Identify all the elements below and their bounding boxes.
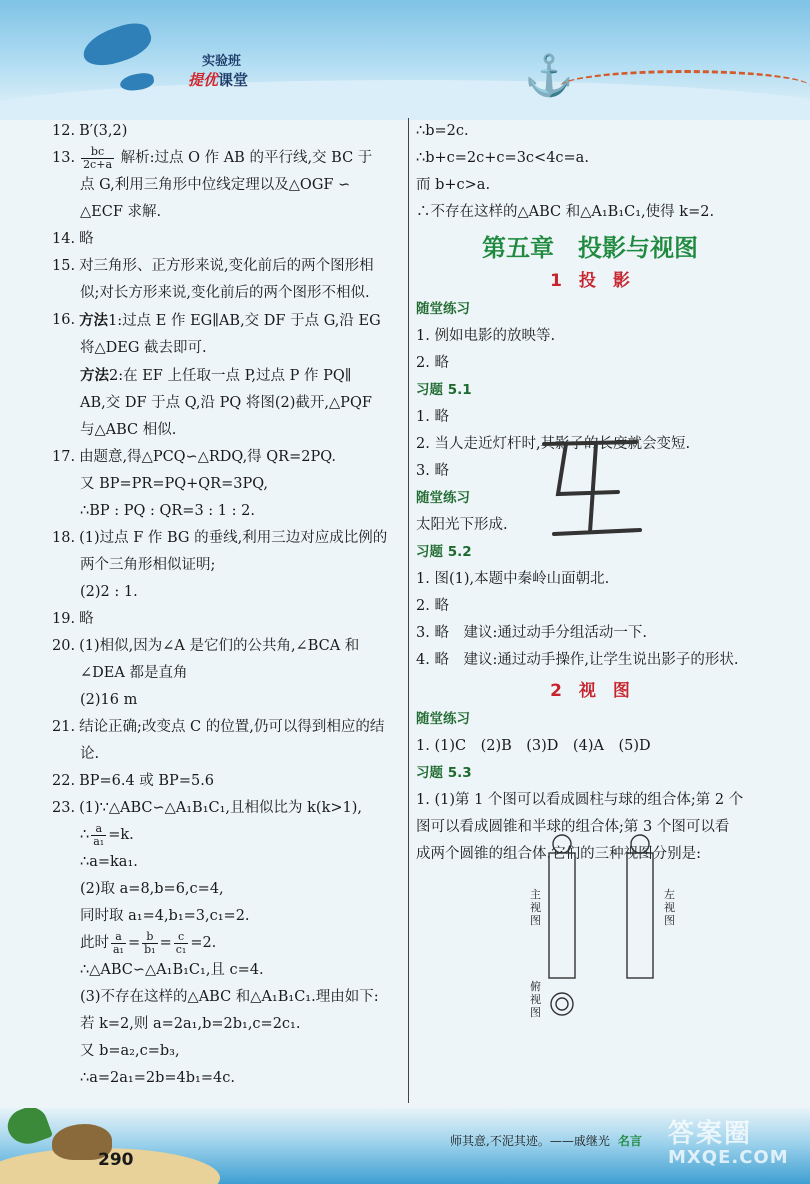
practice-label: 随堂练习	[416, 301, 470, 317]
practice-label-2: 随堂练习	[416, 490, 470, 506]
fraction	[91, 823, 106, 848]
fraction	[174, 931, 189, 956]
practice-item: 2. 略	[416, 355, 449, 371]
answer-text: (1)∵△ABC∽△A₁B₁C₁,且相似比为 k(k>1),	[79, 800, 363, 816]
section-1-title: 1 投 影	[550, 271, 630, 291]
answer-continuation: 又 b=a₂,c=b₃,	[80, 1043, 180, 1059]
watermark-text-1: 答案圈	[668, 1119, 753, 1149]
answer-text: (1)过点 F 作 BG 的垂线,利用三边对应成比例的	[79, 530, 388, 546]
answer-number: 12.	[52, 123, 76, 139]
site-watermark	[668, 1120, 789, 1168]
answer-line	[52, 768, 404, 795]
brand-logo	[188, 50, 248, 90]
answer-continuation: ∴ $\frac{a}{\text{a₁}}$ =k.	[80, 821, 134, 848]
top-view-label: 俯视图	[530, 980, 541, 1019]
exercise-item: 成两个圆锥的组合体.它们的三种视图分别是:	[416, 846, 701, 862]
answer-continuation: (2)2 : 1.	[80, 584, 138, 600]
exercise-item: 3. 略	[416, 463, 449, 479]
brand-a: 提优	[188, 71, 219, 89]
fraction-numerator: c	[174, 931, 189, 944]
fraction-numerator: bc	[81, 146, 114, 159]
answer-number: 14.	[52, 231, 76, 247]
fraction-denominator: a₁	[113, 942, 124, 956]
fraction-numerator: b	[142, 931, 157, 944]
fraction-denominator: a₁	[93, 834, 105, 848]
method-label: 方法	[79, 312, 109, 329]
answer-text: (1)相似,因为∠A 是它们的公共角,∠BCA 和	[79, 638, 360, 654]
answer-line	[52, 633, 404, 660]
answer-line: 而 b+c>a.	[416, 177, 491, 193]
answer-number: 19.	[52, 611, 76, 627]
anchor-icon: ⚓	[524, 53, 574, 99]
answer-continuation: 似;对长方形来说,变化前后的两个图形不相似.	[80, 285, 370, 301]
answer-continuation: (3)不存在这样的△ABC 和△A₁B₁C₁.理由如下:	[80, 989, 379, 1005]
exercise-item: 1. 略	[416, 409, 449, 425]
exercise-item: 图可以看成圆锥和半球的组合体;第 3 个图可以看	[416, 819, 730, 835]
brand-top: 实验班	[202, 54, 242, 69]
palm-tree-icon	[3, 1108, 53, 1150]
answer-text: BP=6.4 或 BP=5.6	[79, 773, 215, 789]
front-view-label: 主视图	[530, 888, 541, 927]
answer-continuation: 两个三角形相似证明;	[80, 557, 216, 573]
answer-text: B′(3,2)	[79, 123, 128, 139]
answer-continuation: 方法2:在 EF 上任取一点 P,过点 P 作 PQ∥	[80, 367, 352, 384]
practice-items-3	[416, 733, 764, 760]
right-top-lines	[416, 118, 764, 226]
practice-item: 1. 例如电影的放映等.	[416, 328, 556, 344]
answer-continuation: 点 G,利用三角形中位线定理以及△OGF ∽	[80, 177, 351, 193]
method-label: 方法	[80, 367, 109, 384]
answer-continuation: 论.	[80, 746, 100, 762]
answer-continuation: ∴△ABC∽△A₁B₁C₁,且 c=4.	[80, 962, 264, 978]
answer-number: 13.	[52, 150, 76, 166]
answer-line	[52, 226, 404, 253]
brand-b: 课堂	[218, 71, 249, 89]
exercise-5-2-items	[416, 566, 764, 674]
dolphin-icon	[78, 18, 155, 72]
rope-decoration	[560, 70, 810, 103]
answer-continuation: ∴BP : PQ : QR=3 : 1 : 2.	[80, 503, 255, 519]
answer-text: 略	[79, 231, 94, 247]
exercise-item: 2. 当人走近灯杆时,其影子的长度就会变短.	[416, 436, 691, 452]
answer-continuation: ∠DEA 都是直角	[80, 665, 188, 681]
answer-text: $\frac{bc}{2c+a}$ 解析:过点 O 作 AB 的平行线,交 BC 于	[83, 144, 373, 171]
answer-continuation: 又 BP=PR=PQ+QR=3PQ,	[80, 476, 268, 492]
answer-continuation: ∴a=2a₁=2b=4b₁=4c.	[80, 1070, 235, 1086]
answer-continuation: (2)取 a=8,b=6,c=4,	[80, 881, 224, 897]
exercise-5-1-label: 习题 5.1	[416, 382, 472, 398]
fraction	[111, 931, 126, 956]
answer-line: ∴不存在这样的△ABC 和△A₁B₁C₁,使得 k=2.	[416, 204, 715, 220]
practice-item: 太阳光下形成.	[416, 517, 508, 533]
answer-continuation: (2)16 m	[80, 692, 138, 708]
exercise-item: 4. 略 建议:通过动手操作,让学生说出影子的形状.	[416, 652, 739, 668]
quote-tag: 名言	[617, 1134, 642, 1148]
fraction-denominator: b₁	[144, 942, 156, 956]
answer-text: 由题意,得△PCQ∽△RDQ,得 QR=2PQ.	[79, 449, 336, 465]
exercise-item: 1. 图(1),本题中秦岭山面朝北.	[416, 571, 610, 587]
page-header	[0, 0, 810, 120]
answer-number: 15.	[52, 258, 76, 274]
three-views-diagram	[520, 832, 700, 1032]
answer-number: 22.	[52, 773, 76, 789]
left-column	[52, 118, 404, 1092]
answer-line: ∴b=2c.	[416, 123, 469, 139]
answer-line	[52, 145, 404, 172]
answer-number: 20.	[52, 638, 76, 654]
answer-continuation: AB,交 DF 于点 Q,沿 PQ 将图(2)截开,△PQF	[80, 395, 372, 411]
section-2-title: 2 视 图	[550, 681, 630, 701]
exercise-item: 1. (1)第 1 个图可以看成圆柱与球的组合体;第 2 个	[416, 792, 744, 808]
answer-number: 18.	[52, 530, 76, 546]
column-divider	[408, 118, 409, 1103]
answer-text: 对三角形、正方形来说,变化前后的两个图形相	[79, 258, 374, 274]
practice-item: 1. (1)C (2)B (3)D (4)A (5)D	[416, 738, 651, 754]
answer-number: 16.	[52, 312, 76, 328]
answer-text: 略	[79, 611, 94, 627]
answer-continuation: △ECF 求解.	[80, 204, 162, 220]
answer-line	[52, 606, 404, 633]
fraction-numerator: a	[91, 823, 106, 836]
exercise-5-3-label: 习题 5.3	[416, 765, 472, 781]
answer-number: 21.	[52, 719, 76, 735]
answer-line	[52, 307, 404, 335]
quote-text: 师其意,不泥其迹。——戚继光	[450, 1134, 610, 1148]
answer-continuation: 与△ABC 相似.	[80, 422, 177, 438]
fraction-numerator: a	[111, 931, 126, 944]
answer-continuation: ∴a=ka₁.	[80, 854, 138, 870]
answer-continuation: 同时取 a₁=4,b₁=3,c₁=2.	[80, 908, 250, 924]
fraction-denominator: 2c+a	[83, 157, 112, 171]
exercise-item: 3. 略 建议:通过动手分组活动一下.	[416, 625, 647, 641]
fraction	[142, 931, 157, 956]
answer-line	[52, 795, 404, 822]
answer-number: 23.	[52, 800, 76, 816]
answer-line	[52, 525, 404, 552]
chapter-title: 第五章 投影与视图	[482, 234, 698, 262]
practice-items	[416, 323, 764, 377]
fraction-denominator: c₁	[175, 942, 187, 956]
answer-continuation: 此时 $\frac{a}{\text{a₁}}$ = $\frac{b}{\text{b₁}}$ = $\frac{c}{\text{c₁}}$ =2.	[80, 929, 217, 956]
practice-label-3: 随堂练习	[416, 711, 470, 727]
page-number: 290	[98, 1150, 134, 1170]
answer-line	[52, 714, 404, 741]
answer-line	[52, 118, 404, 145]
handwritten-stamp	[536, 434, 646, 554]
watermark-text-2: MXQE.COM	[668, 1147, 789, 1168]
answer-text: 方法1:过点 E 作 EG∥AB,交 DF 于点 G,沿 EG	[79, 312, 381, 329]
answer-text: 结论正确;改变点 C 的位置,仍可以得到相应的结	[79, 719, 385, 735]
exercise-5-2-label: 习题 5.2	[416, 544, 472, 560]
left-view-label: 左视图	[664, 888, 675, 927]
footer-quote	[450, 1132, 642, 1149]
exercise-item: 2. 略	[416, 598, 449, 614]
answer-continuation: 若 k=2,则 a=2a₁,b=2b₁,c=2c₁.	[80, 1016, 301, 1032]
answer-line: ∴b+c=2c+c=3c<4c=a.	[416, 150, 589, 166]
answer-continuation: 将△DEG 截去即可.	[80, 340, 207, 356]
answer-number: 17.	[52, 449, 76, 465]
page-footer	[0, 1108, 810, 1184]
views-drawing	[520, 832, 700, 1032]
answer-line	[52, 253, 404, 280]
answer-line	[52, 444, 404, 471]
fraction	[81, 146, 114, 171]
